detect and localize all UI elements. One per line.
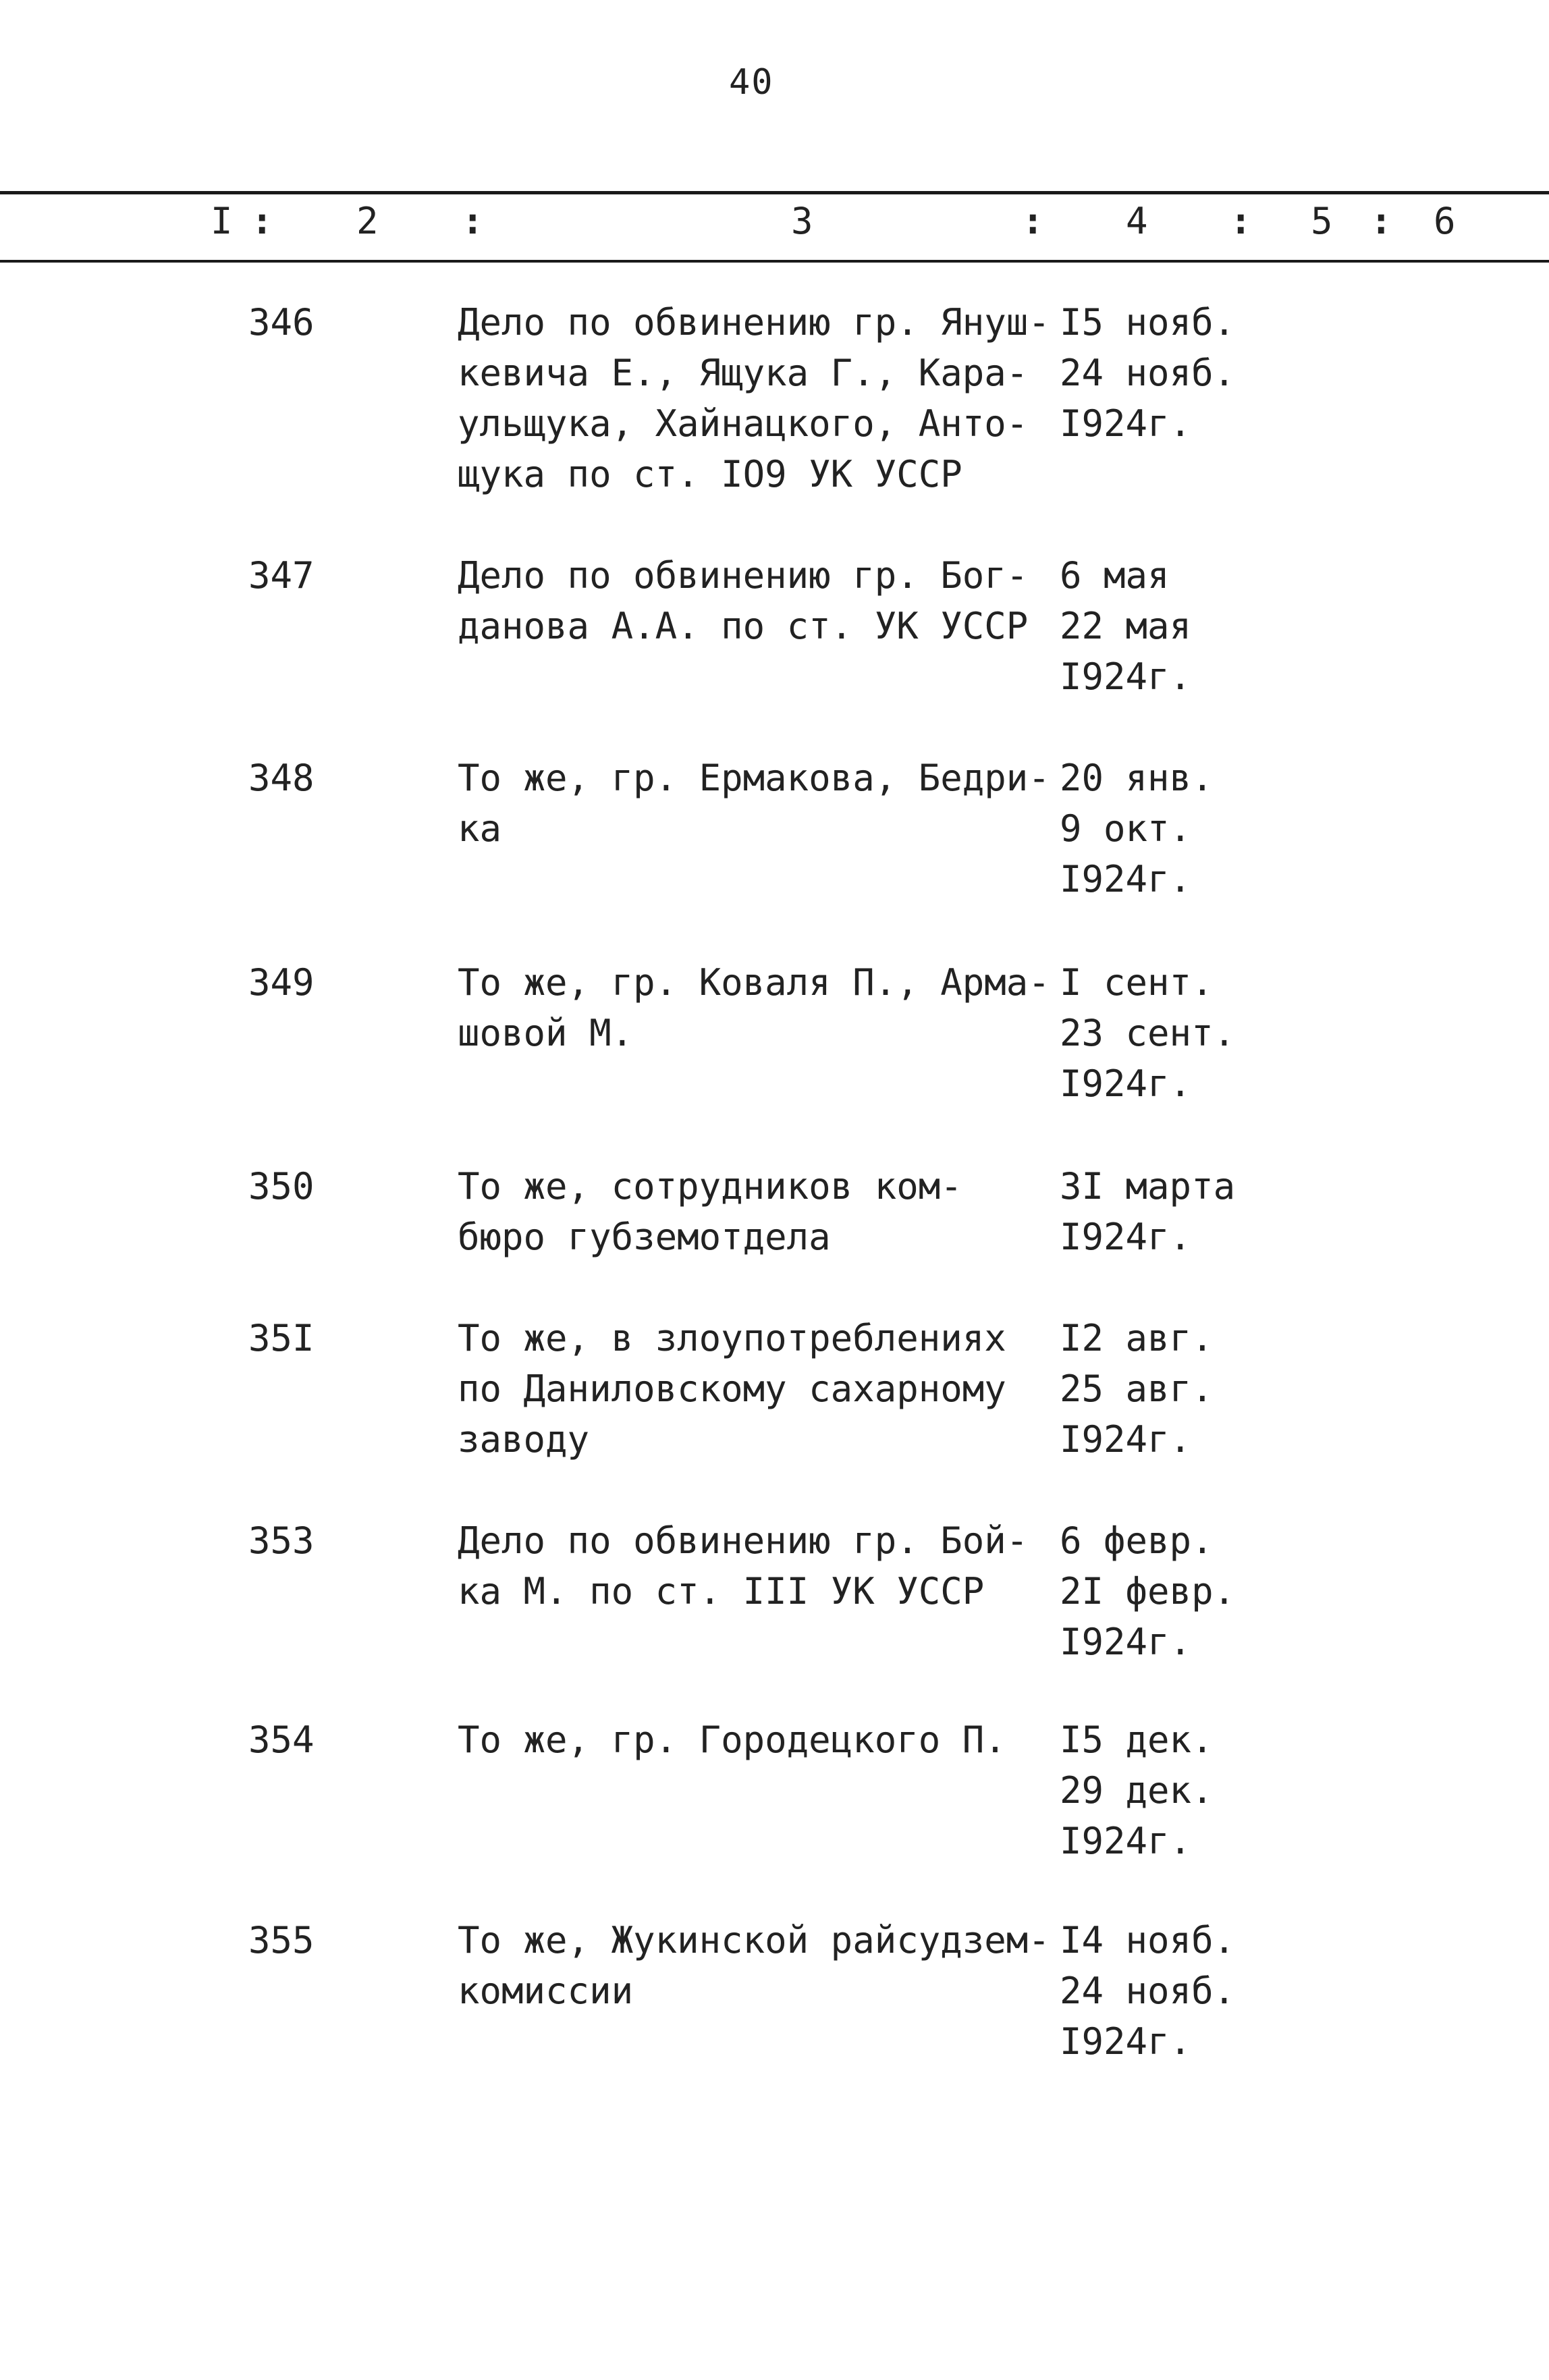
date-line: I924г. [1060, 1062, 1192, 1105]
title-line: Дело по обвинению гр. Бог- [458, 554, 1029, 597]
entry-title [458, 1515, 1038, 1617]
entry-dates [1060, 1515, 1343, 1667]
header-top-rule [0, 191, 1549, 194]
date-line: I924г. [1060, 402, 1192, 445]
date-line: 9 окт. [1060, 807, 1192, 850]
date-line: 24 нояб. [1060, 1970, 1236, 2012]
entry-number: 35I [248, 1317, 315, 1359]
column-header-4: 4 [1126, 200, 1148, 242]
date-line: I5 дек. [1060, 1719, 1214, 1761]
entry-title [458, 753, 1050, 854]
entry-dates [1060, 1915, 1343, 2067]
title-line: То же, гр. Коваля П., Арма- [458, 961, 1050, 1004]
column-separator: : [1370, 200, 1392, 242]
column-header-5: 5 [1311, 200, 1333, 242]
entry-title [458, 1161, 1038, 1262]
title-line: То же, сотрудников ком- [458, 1165, 962, 1208]
entry-number: 354 [248, 1719, 315, 1761]
title-line: ульщука, Хайнацкого, Анто- [458, 402, 1029, 445]
date-line: 25 авг. [1060, 1368, 1214, 1410]
entry-title [458, 1714, 1038, 1765]
entry-number: 348 [248, 757, 315, 799]
title-line: То же, в злоупотреблениях [458, 1317, 1006, 1359]
date-line: I сент. [1060, 961, 1214, 1004]
column-separator: : [251, 200, 273, 242]
date-line: I924г. [1060, 1820, 1192, 1862]
title-line: по Даниловскому сахарному [458, 1368, 1006, 1410]
title-line: То же, гр. Ермакова, Бедри- [458, 757, 1050, 799]
title-line: Дело по обвинению гр. Бой- [458, 1519, 1029, 1562]
title-line: кевича Е., Ящука Г., Кара- [458, 352, 1029, 394]
date-line: 20 янв. [1060, 757, 1214, 799]
entry-title [458, 1313, 1038, 1465]
date-line: 23 сент. [1060, 1012, 1236, 1054]
date-line: I2 авг. [1060, 1317, 1214, 1359]
date-line: 22 мая [1060, 605, 1192, 647]
entry-number: 355 [248, 1919, 315, 1962]
date-line: 29 дек. [1060, 1769, 1214, 1812]
title-line: данова А.А. по ст. УК УССР [458, 605, 1029, 647]
column-separator: : [1022, 200, 1044, 242]
column-separator: : [1230, 200, 1252, 242]
entry-dates [1060, 1714, 1343, 1866]
title-line: бюро губземотдела [458, 1216, 831, 1258]
date-line: 3I марта [1060, 1165, 1236, 1208]
title-line: щука по ст. IO9 УК УССР [458, 453, 962, 495]
entry-dates [1060, 753, 1343, 904]
date-line: 6 февр. [1060, 1519, 1214, 1562]
entry-number: 349 [248, 961, 315, 1004]
date-line: I924г. [1060, 655, 1192, 698]
title-line: ка М. по ст. III УК УССР [458, 1570, 985, 1613]
entry-number: 350 [248, 1165, 315, 1208]
date-line: I924г. [1060, 858, 1192, 900]
column-header-1: I [211, 200, 233, 242]
title-line: ка [458, 807, 502, 850]
column-separator: : [462, 200, 484, 242]
title-line: То же, Жукинской райсудзем- [458, 1919, 1050, 1962]
column-header-3: 3 [791, 200, 813, 242]
entry-number: 346 [248, 301, 315, 344]
title-line: Дело по обвинению гр. Януш- [458, 301, 1050, 344]
entry-title [458, 297, 1050, 499]
entry-dates [1060, 550, 1343, 702]
entry-dates [1060, 1161, 1343, 1262]
date-line: 24 нояб. [1060, 352, 1236, 394]
title-line: шовой М. [458, 1012, 634, 1054]
entry-number: 353 [248, 1519, 315, 1562]
date-line: I4 нояб. [1060, 1919, 1236, 1962]
entry-title [458, 1915, 1050, 2016]
column-header-2: 2 [356, 200, 379, 242]
date-line: I5 нояб. [1060, 301, 1236, 344]
title-line: комиссии [458, 1970, 634, 2012]
entry-number: 347 [248, 554, 315, 597]
entry-dates [1060, 957, 1343, 1109]
column-header-6: 6 [1434, 200, 1456, 242]
header-bottom-rule [0, 260, 1549, 263]
title-line: заводу [458, 1418, 590, 1461]
entry-title [458, 550, 1038, 651]
entry-dates [1060, 1313, 1343, 1465]
page-number: 40 [729, 62, 774, 103]
title-line: То же, гр. Городецкого П. [458, 1719, 1006, 1761]
date-line: I924г. [1060, 2020, 1192, 2063]
entry-dates [1060, 297, 1343, 449]
date-line: I924г. [1060, 1418, 1192, 1461]
date-line: 6 мая [1060, 554, 1170, 597]
date-line: 2I февр. [1060, 1570, 1236, 1613]
entry-title [458, 957, 1050, 1058]
date-line: I924г. [1060, 1216, 1192, 1258]
date-line: I924г. [1060, 1621, 1192, 1663]
